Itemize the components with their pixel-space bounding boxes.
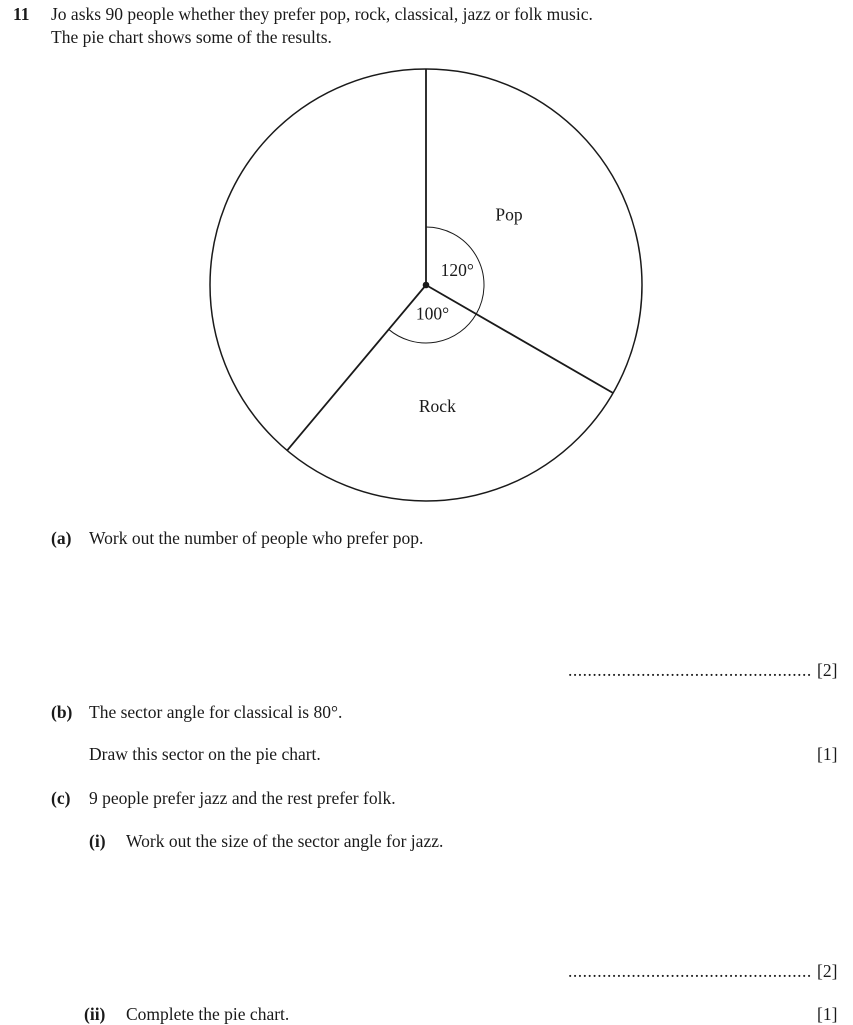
- part-a-text: Work out the number of people who prefer pop.: [89, 528, 424, 548]
- part-c-text: 9 people prefer jazz and the rest prefer folk.: [89, 788, 396, 808]
- pie-center-dot: [423, 282, 430, 289]
- angle-label-pop: 120°: [440, 259, 474, 280]
- part-c-i-marks: [2]: [817, 961, 838, 981]
- question-stem-line-1: Jo asks 90 people whether they prefer pop, rock, classical, jazz or folk music.: [51, 4, 593, 24]
- part-c-ii-label: (ii): [84, 1004, 106, 1024]
- part-c-i-label: (i): [89, 831, 106, 851]
- slice-label-rock: Rock: [418, 396, 456, 417]
- part-b-label: (b): [51, 702, 73, 722]
- part-a-label: (a): [51, 528, 72, 548]
- slice-label-pop: Pop: [495, 204, 523, 225]
- part-c-ii-marks: [1]: [817, 1004, 838, 1024]
- angle-label-rock: 100°: [415, 303, 450, 324]
- question-number: 11: [13, 4, 30, 24]
- part-c-label: (c): [51, 788, 71, 808]
- question-stem-line-2: The pie chart shows some of the results.: [51, 27, 332, 47]
- part-c-ii-text: Complete the pie chart.: [126, 1004, 290, 1024]
- part-b-text-1: The sector angle for classical is 80°.: [89, 702, 343, 722]
- part-a-answer-line[interactable]: ..................................................: [568, 660, 812, 680]
- part-a-marks: [2]: [817, 660, 838, 680]
- part-b-text-2: Draw this sector on the pie chart.: [89, 744, 321, 764]
- pie-radius-1: [426, 285, 613, 393]
- part-c-i-text: Work out the size of the sector angle for jazz.: [126, 831, 444, 851]
- part-b-marks: [1]: [817, 744, 838, 764]
- part-c-i-answer-line[interactable]: ..................................................: [568, 961, 812, 981]
- pie-radius-2: [287, 285, 426, 450]
